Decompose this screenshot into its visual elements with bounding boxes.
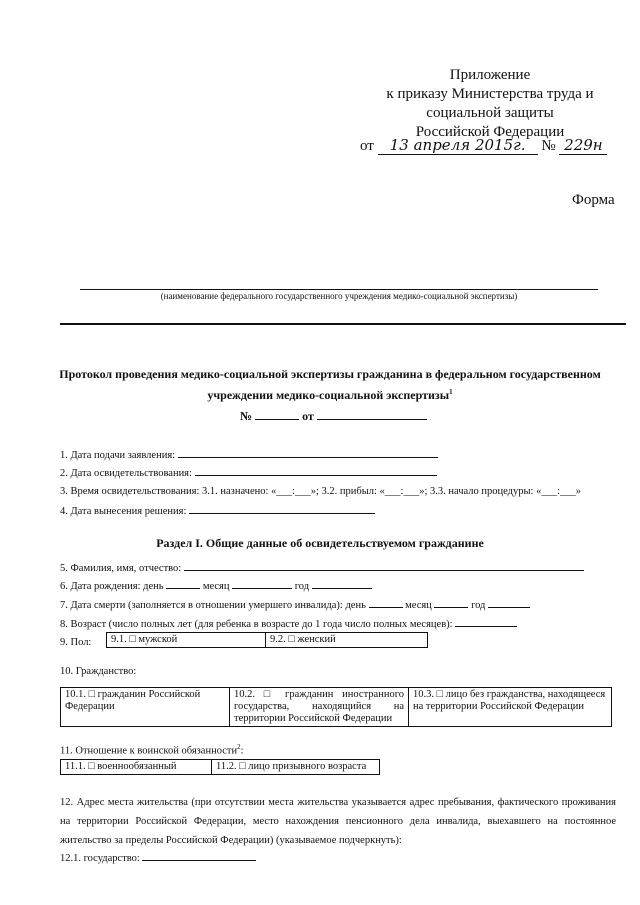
institution-name-line <box>80 289 598 290</box>
birth-day-label: 6. Дата рождения: день <box>60 581 164 592</box>
state-label: 12.1. государство: <box>60 853 140 864</box>
field-1-label: 1. Дата подачи заявления: <box>60 450 176 461</box>
number-prefix: № <box>541 138 556 154</box>
field-5-label: 5. Фамилия, имя, отчество: <box>60 563 182 574</box>
field-12: 12. Адрес места жительства (при отсутствии места жительства указывается адрес пребывания, фактического проживания на территории Российской Федерации, место нахождения пенсионного дела инвалида, выехавшего на постоянное жительство за пределы Российской Федерации) (указываемое подчеркнуть): <box>60 797 616 846</box>
date-label: от <box>302 409 314 423</box>
citizenship-rf-option[interactable]: 10.1. □ гражданин Российской Федерации <box>61 688 230 727</box>
from-prefix: от <box>360 138 374 154</box>
handwritten-number: 229н <box>559 136 607 155</box>
field-9-label: 9. Пол: <box>60 637 92 648</box>
decision-date-field[interactable] <box>189 503 375 514</box>
sex-male-option[interactable]: 9.1. □ мужской <box>107 633 266 648</box>
protocol-number-field[interactable] <box>255 409 299 420</box>
death-year-field[interactable] <box>488 597 530 608</box>
death-day-field[interactable] <box>369 597 403 608</box>
field-4-label: 4. Дата вынесения решения: <box>60 506 187 517</box>
military-liable-option[interactable]: 11.1. □ военнообязанный <box>61 760 212 775</box>
field-12-1 <box>60 850 256 865</box>
death-month-label: месяц <box>405 600 432 611</box>
section-1-title: Раздел I. Общие данные об освидетельствуемом гражданине <box>156 536 484 550</box>
institution-caption: (наименование федерального государственного учреждения медико-социальной экспертизы) <box>160 291 518 301</box>
protocol-title-line1: Протокол проведения медико-социальной экспертизы гражданина в федеральном государственном <box>59 367 601 381</box>
field-4 <box>60 503 375 518</box>
field-2-label: 2. Дата освидетельствования: <box>60 468 192 479</box>
state-field[interactable] <box>142 850 256 861</box>
field-7 <box>60 597 530 612</box>
footnote-2: 2 <box>237 743 241 751</box>
field-11-label: 11. Отношение к воинской обязанности$^2$: <box>60 743 244 757</box>
field-8 <box>60 616 517 631</box>
field-2 <box>60 465 437 480</box>
examination-date-field[interactable] <box>195 465 437 476</box>
birth-day-field[interactable] <box>166 578 200 589</box>
footnote-1: 1 <box>449 388 453 396</box>
birth-month-field[interactable] <box>232 578 292 589</box>
military-conscript-option[interactable]: 11.2. □ лицо призывного возраста <box>212 760 380 775</box>
field-8-label: 8. Возраст (число полных лет (для ребенка в возрасте до 1 года число полных месяцев): <box>60 619 453 630</box>
number-label: № <box>240 409 253 423</box>
field-10-label: 10. Гражданство: <box>60 666 137 677</box>
full-name-field[interactable] <box>184 560 584 571</box>
field-11-label-text: 11. Отношение к воинской обязанности <box>60 745 238 757</box>
field-6 <box>60 578 372 593</box>
appendix-header <box>360 66 620 142</box>
header-divider <box>60 323 626 325</box>
application-date-field[interactable] <box>178 447 438 458</box>
field-5 <box>60 560 584 575</box>
sex-female-option[interactable]: 9.2. □ женский <box>266 633 428 648</box>
form-label: Форма <box>572 192 615 208</box>
protocol-number-line <box>240 409 427 424</box>
age-field[interactable] <box>455 616 517 627</box>
protocol-title-line2 <box>40 388 620 403</box>
citizenship-table <box>60 687 612 727</box>
header-line3: социальной защиты <box>426 105 554 121</box>
military-table <box>60 759 380 775</box>
death-month-field[interactable] <box>434 597 468 608</box>
protocol-title-text: учреждении медико-социальной экспертизы <box>207 388 450 402</box>
citizenship-stateless-option[interactable]: 10.3. □ лицо без гражданства, находящееся на территории Российской Федерации <box>409 688 612 727</box>
sex-table <box>106 632 428 648</box>
header-line4: Российской Федерации <box>415 124 565 140</box>
death-day-label: 7. Дата смерти (заполняется в отношении умершего инвалида): день <box>60 600 366 611</box>
field-3: 3. Время освидетельствования: 3.1. назначено: «___:___»; 3.2. прибыл: «___:___»; 3.3. начало процедуры: «___:___» <box>60 486 581 497</box>
death-year-label: год <box>471 600 486 611</box>
birth-year-field[interactable] <box>312 578 372 589</box>
header-line2: к приказу Министерства труда и <box>386 86 594 102</box>
birth-month-label: месяц <box>202 581 230 592</box>
field-1 <box>60 447 438 462</box>
birth-year-label: год <box>294 581 310 592</box>
citizenship-foreign-option[interactable]: 10.2. □ гражданин иностранного государства, находящийся на территории Российской Федерации <box>230 688 409 727</box>
handwritten-date: 13 апреля 2015г. <box>378 136 538 155</box>
protocol-date-field[interactable] <box>317 409 427 420</box>
header-line1: Приложение <box>449 67 531 83</box>
order-date-line <box>360 136 630 155</box>
